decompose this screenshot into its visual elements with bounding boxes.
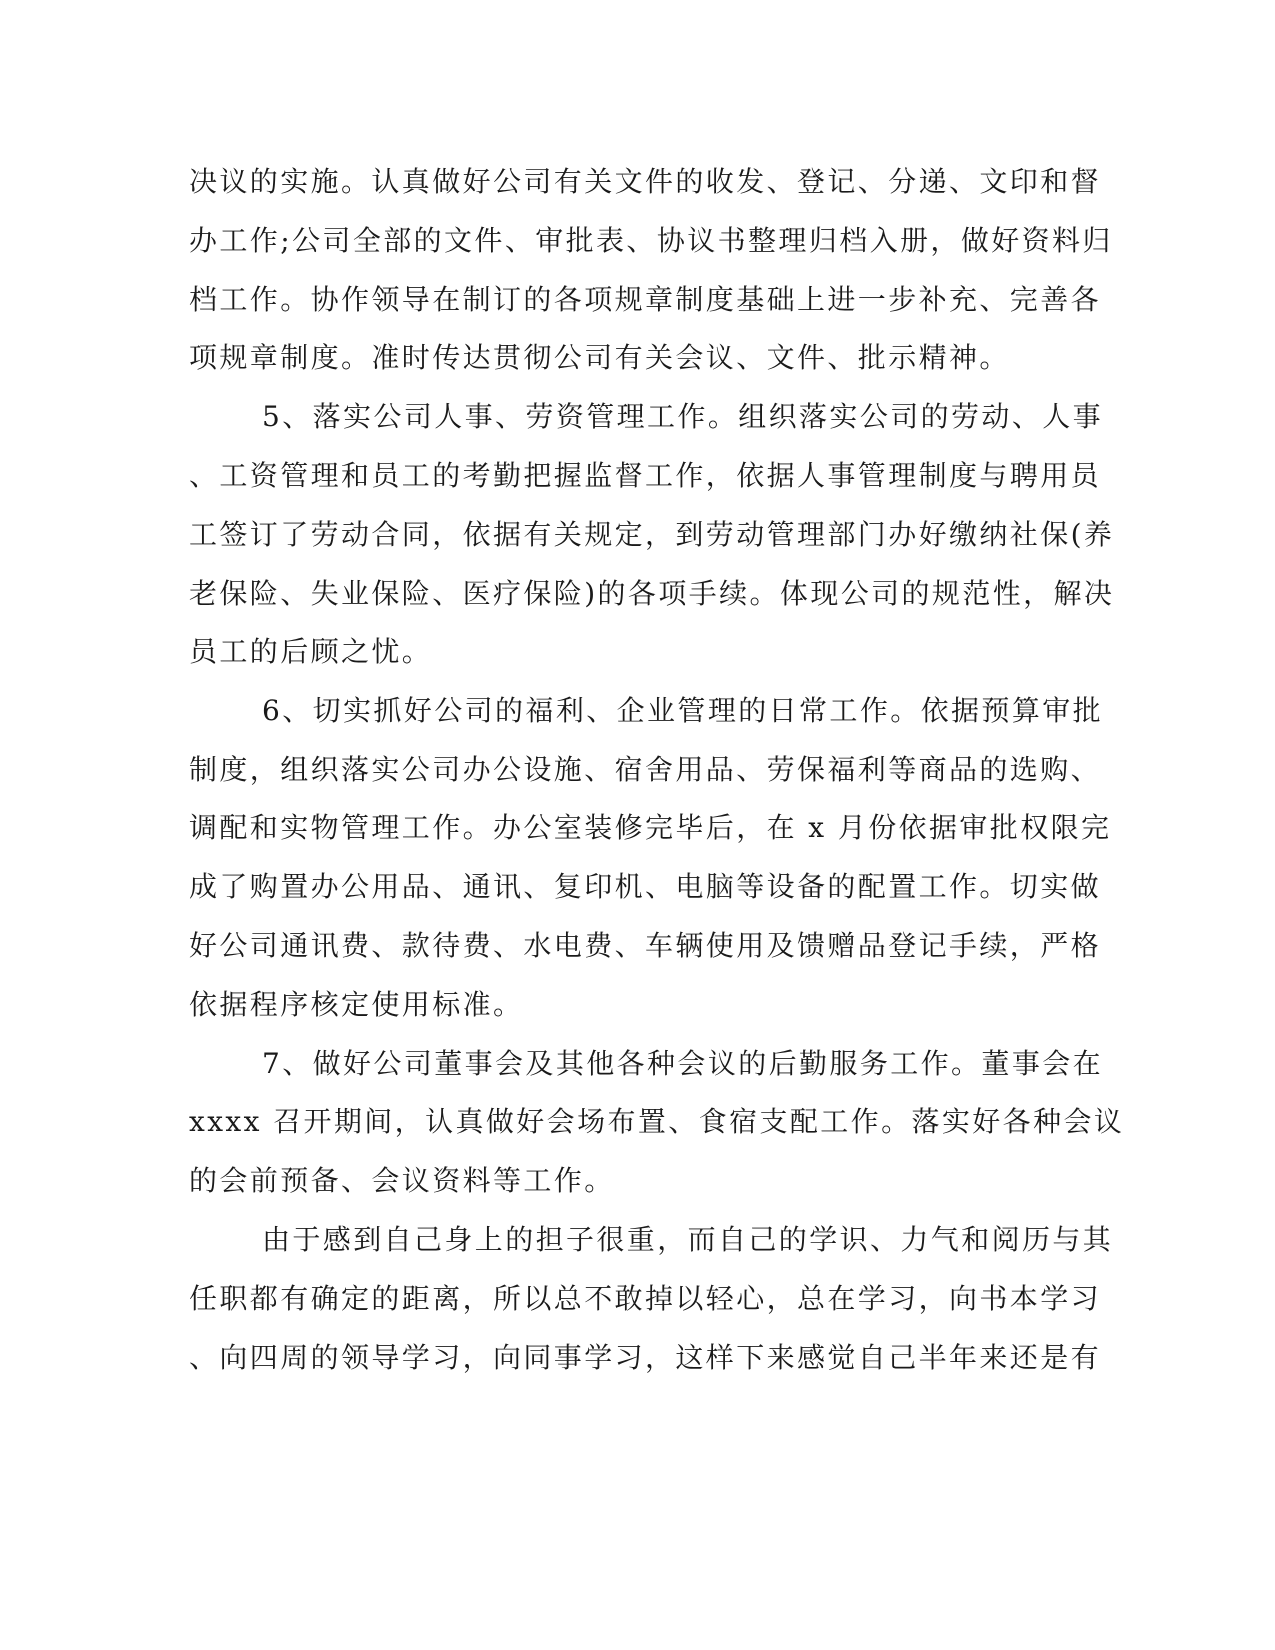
text-line: 工签订了劳动合同，依据有关规定，到劳动管理部门办好缴纳社保(养 [189, 518, 1115, 551]
text-line: 制度，组织落实公司办公设施、宿舍用品、劳保福利等商品的选购、 [189, 753, 1102, 786]
text-line: 办工作;公司全部的文件、审批表、协议书整理归档入册，做好资料归 [189, 224, 1113, 257]
paragraph-5-first-line: 5、落实公司人事、劳资管理工作。组织落实公司的劳动、人事 [262, 400, 1104, 433]
paragraph-6-first-line: 6、切实抓好公司的福利、企业管理的日常工作。依据预算审批 [262, 694, 1104, 727]
text-line: 、向四周的领导学习，向同事学习，这样下来感觉自己半年来还是有 [189, 1341, 1102, 1374]
text-line: 决议的实施。认真做好公司有关文件的收发、登记、分递、文印和督 [189, 165, 1102, 198]
text-line: xxxx 召开期间，认真做好会场布置、食宿支配工作。落实好各种会议 [189, 1105, 1125, 1138]
text-line: 好公司通讯费、款待费、水电费、车辆使用及馈赠品登记手续，严格 [189, 929, 1102, 962]
text-line: 调配和实物管理工作。办公室装修完毕后，在 x 月份依据审批权限完 [189, 811, 1112, 844]
text-line: 成了购置办公用品、通讯、复印机、电脑等设备的配置工作。切实做 [189, 870, 1102, 903]
text-line: 档工作。协作领导在制订的各项规章制度基础上进一步补充、完善各 [189, 283, 1102, 316]
text-line: 、工资管理和员工的考勤把握监督工作，依据人事管理制度与聘用员 [189, 459, 1102, 492]
text-line: 项规章制度。准时传达贯彻公司有关会议、文件、批示精神。 [189, 341, 1010, 374]
paragraph-7-first-line: 7、做好公司董事会及其他各种会议的后勤服务工作。董事会在 [262, 1047, 1104, 1080]
text-line: 的会前预备、会议资料等工作。 [189, 1164, 615, 1197]
text-line: 依据程序核定使用标准。 [189, 988, 524, 1021]
text-line: 员工的后顾之忧。 [189, 635, 433, 668]
text-line: 任职都有确定的距离，所以总不敢掉以轻心，总在学习，向书本学习 [189, 1282, 1102, 1315]
closing-paragraph-first-line: 由于感到自己身上的担子很重，而自己的学识、力气和阅历与其 [262, 1223, 1114, 1256]
text-line: 老保险、失业保险、医疗保险)的各项手续。体现公司的规范性，解决 [189, 577, 1115, 610]
